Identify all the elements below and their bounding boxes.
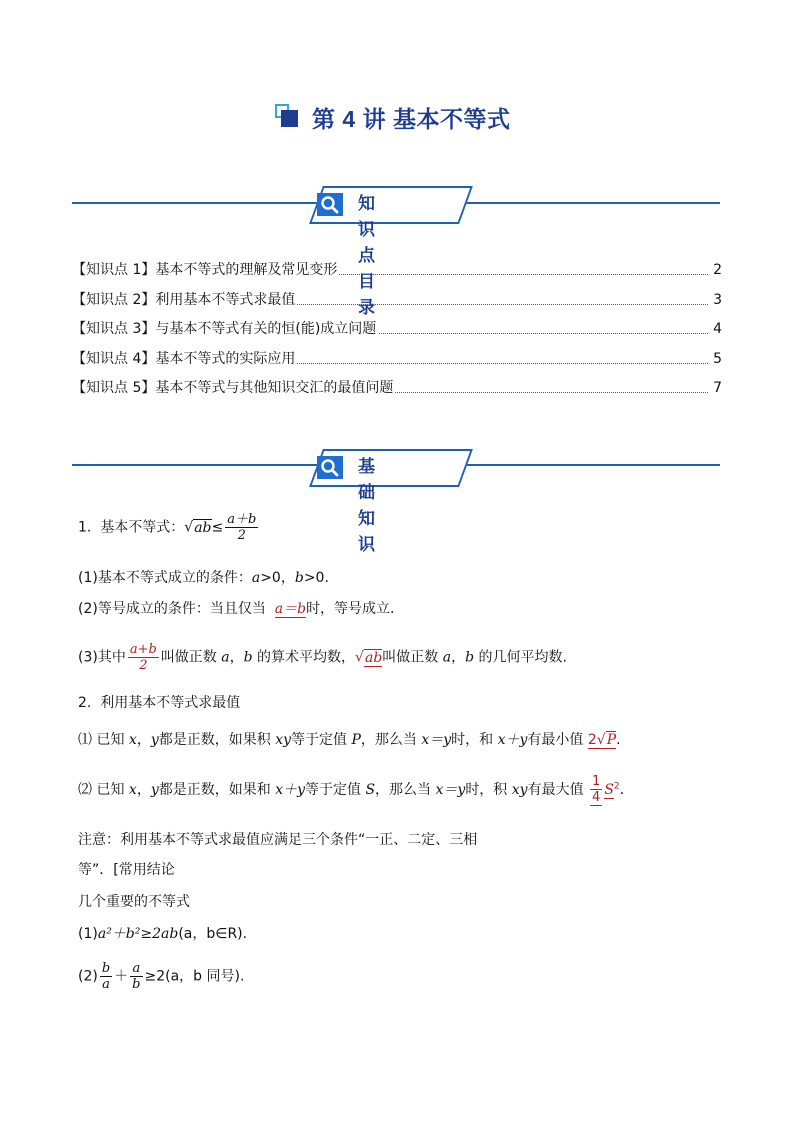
toc-page: 4 [713, 321, 722, 337]
text-line: 2. 利用基本不等式求最值 [78, 695, 241, 711]
toc-page: 2 [713, 262, 722, 278]
title-square-icon [275, 104, 299, 128]
note-line: 等”．[常用结论 [78, 862, 175, 878]
answer-blank: a＝b [274, 601, 307, 617]
search-icon [317, 193, 343, 216]
toc-item[interactable]: 【知识点 2】利用基本不等式求最值 3 [72, 289, 722, 311]
formula-line: 1. 基本不等式：√ab≤ $\frac{a+b}{2}$ [78, 512, 257, 543]
toc-page: 3 [713, 292, 722, 308]
note-line: 注意：利用基本不等式求最值应满足三个条件“一正、二定、三相 [78, 832, 478, 848]
text-line: (1)a²＋b²≥2ab(a，b∈R). [78, 926, 248, 942]
page-title-block [0, 104, 794, 138]
toc-item[interactable]: 【知识点 5】基本不等式与其他知识交汇的最值问题 7 [72, 377, 722, 399]
text-line: ⑵ 已知 x，y都是正数，如果和 x＋y等于定值 S，那么当 x＝y时，积 xy有最大值 $\frac{1}{4}$ $S^2$. [78, 774, 625, 805]
toc-item[interactable]: 【知识点 3】与基本不等式有关的恒(能)成立问题 4 [72, 318, 722, 340]
toc-item[interactable]: 【知识点 4】基本不等式的实际应用 5 [72, 348, 722, 370]
toc-item[interactable]: 【知识点 1】基本不等式的理解及常见变形 2 [72, 259, 722, 281]
section-title: 基础知识 [358, 457, 376, 554]
section-title: 知识点目录 [358, 194, 376, 317]
page-title: 第 4 讲 基本不等式 [312, 106, 511, 132]
subheading: 几个重要的不等式 [78, 894, 190, 910]
text-line: (3)其中 $\frac{a+b}{2}$ 叫做正数 a，b 的算术平均数，√ab叫做正数 a，b 的几何平均数. [78, 642, 567, 673]
text-line: (2)等号成立的条件：当且仅当 a＝b时，等号成立. [78, 601, 395, 617]
text-line: (2) $\frac{b}{a}$ ＋ $\frac{a}{b}$ ≥2(a，b 同号). [78, 961, 245, 992]
toc-page: 7 [713, 380, 722, 396]
text-line: (1)基本不等式成立的条件：a>0，b>0. [78, 570, 329, 586]
toc-page: 5 [713, 351, 722, 367]
search-icon [317, 456, 343, 479]
text-line: ⑴ 已知 x，y都是正数，如果积 xy等于定值 P，那么当 x＝y时，和 x＋y有最小值 2√P. [78, 732, 621, 748]
